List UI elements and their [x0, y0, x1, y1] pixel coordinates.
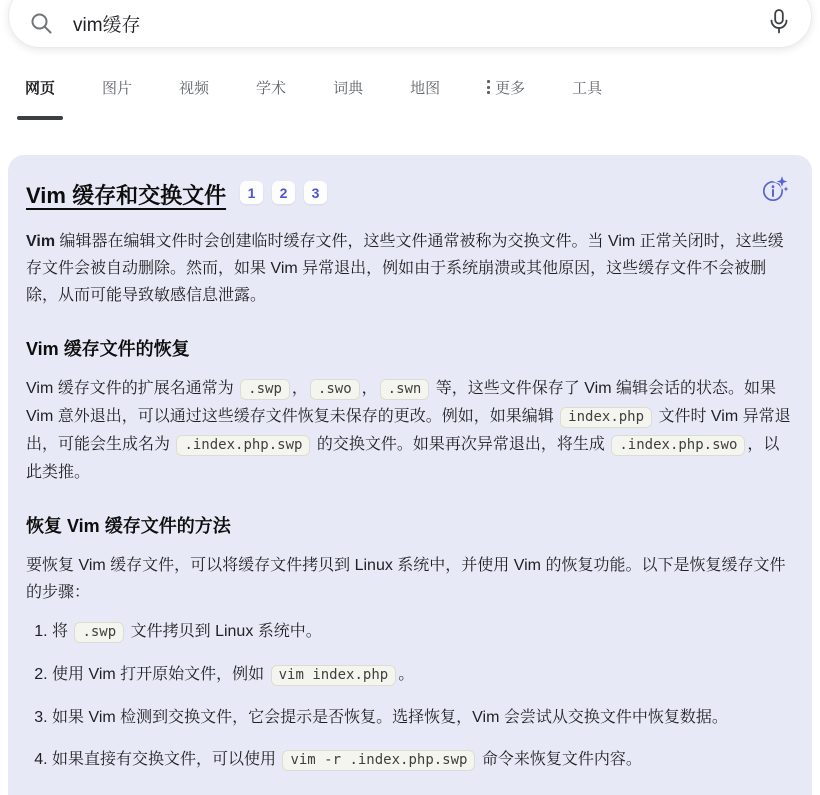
tab-label: 视频: [179, 79, 210, 97]
citation-badge[interactable]: 1: [240, 181, 263, 204]
list-item: 1. 将 .swp 文件拷贝到 Linux 系统中。: [52, 618, 794, 646]
tab-label: 词典: [333, 79, 364, 97]
ai-answer-card: [8, 155, 812, 795]
list-item: 3. 如果 Vim 检测到交换文件，它会提示是否恢复。选择恢复，Vim 会尝试从交换文件中恢复数据。: [52, 704, 794, 731]
tab-label: 工具: [572, 79, 603, 97]
inline-code-chip: index.php: [560, 407, 652, 428]
info-sparkle-icon[interactable]: [760, 175, 790, 205]
inline-code-chip: vim index.php: [271, 665, 397, 686]
tab-工具[interactable]: [572, 77, 602, 98]
inline-code-chip: .index.php.swp: [176, 435, 310, 456]
tab-label: 地图: [410, 79, 441, 97]
bold-text: Vim: [26, 233, 56, 250]
tab-视频[interactable]: [179, 77, 209, 98]
inline-code-chip: .swo: [310, 379, 360, 400]
tab-label: 网页: [25, 79, 56, 97]
citation-badge[interactable]: 3: [304, 181, 327, 204]
tab-bar: [25, 74, 820, 100]
section-heading: 恢复 Vim 缓存文件的方法: [26, 516, 231, 536]
answer-body: [26, 228, 794, 774]
search-icon: [29, 11, 53, 35]
citation-badge[interactable]: 2: [272, 181, 295, 204]
tab-label: 更多: [495, 79, 526, 97]
intro-paragraph: Vim 编辑器在编辑文件时会创建临时缓存文件，这些文件通常被称为交换文件。当 Vim 正常关闭时，这些缓存文件会被自动删除。然而，如果 Vim 异常退出，例如由于系统崩溃或其他原因，这些缓存文件不会被删除，从而可能导致敏感信息泄露。: [26, 233, 784, 304]
tab-学术[interactable]: [256, 77, 286, 98]
search-bar: [8, 0, 812, 48]
list-item: 4. 如果直接有交换文件，可以使用 vim -r .index.php.swp 命令来恢复文件内容。: [52, 746, 794, 774]
tab-图片[interactable]: [102, 77, 132, 98]
tab-网页[interactable]: [25, 77, 55, 98]
section-paragraph: 要恢复 Vim 缓存文件，可以将缓存文件拷贝到 Linux 系统中，并使用 Vim 的恢复功能。以下是恢复缓存文件的步骤：: [26, 557, 786, 601]
search-input[interactable]: [73, 12, 755, 34]
steps-list: [26, 618, 794, 774]
citation-badges: [240, 181, 327, 204]
tab-label: 学术: [256, 79, 287, 97]
vertical-ellipsis-icon: [487, 80, 490, 94]
inline-code-chip: vim -r .index.php.swp: [282, 750, 475, 771]
tab-词典[interactable]: [333, 77, 363, 98]
inline-code-chip: .swp: [240, 379, 290, 400]
search-bar-inner: [9, 0, 811, 47]
microphone-icon[interactable]: [767, 8, 791, 38]
inline-code-chip: .swp: [74, 622, 124, 643]
inline-code-chip: .swn: [380, 379, 430, 400]
section-paragraph: Vim 缓存文件的扩展名通常为 .swp ， .swo ， .swn 等，这些文件保存了 Vim 编辑会话的状态。如果 Vim 意外退出，可以通过这些缓存文件恢复未保存的更改。例如，如果编辑 index.php 文件时 Vim 异常退出，可能会生成名为 .index.php.swp 的交换文件。如果再次异常退出，将生成 .index.php.swo ，以此类推。: [26, 380, 791, 481]
inline-code-chip: .index.php.swo: [611, 435, 745, 456]
section-heading: Vim 缓存文件的恢复: [26, 339, 190, 359]
tab-更多[interactable]: [487, 77, 525, 98]
tab-label: 图片: [102, 79, 133, 97]
answer-title-row: [26, 179, 794, 210]
answer-title[interactable]: Vim 缓存和交换文件: [26, 183, 227, 208]
tab-地图[interactable]: [410, 77, 440, 98]
list-item: 2. 使用 Vim 打开原始文件，例如 vim index.php 。: [52, 661, 794, 689]
